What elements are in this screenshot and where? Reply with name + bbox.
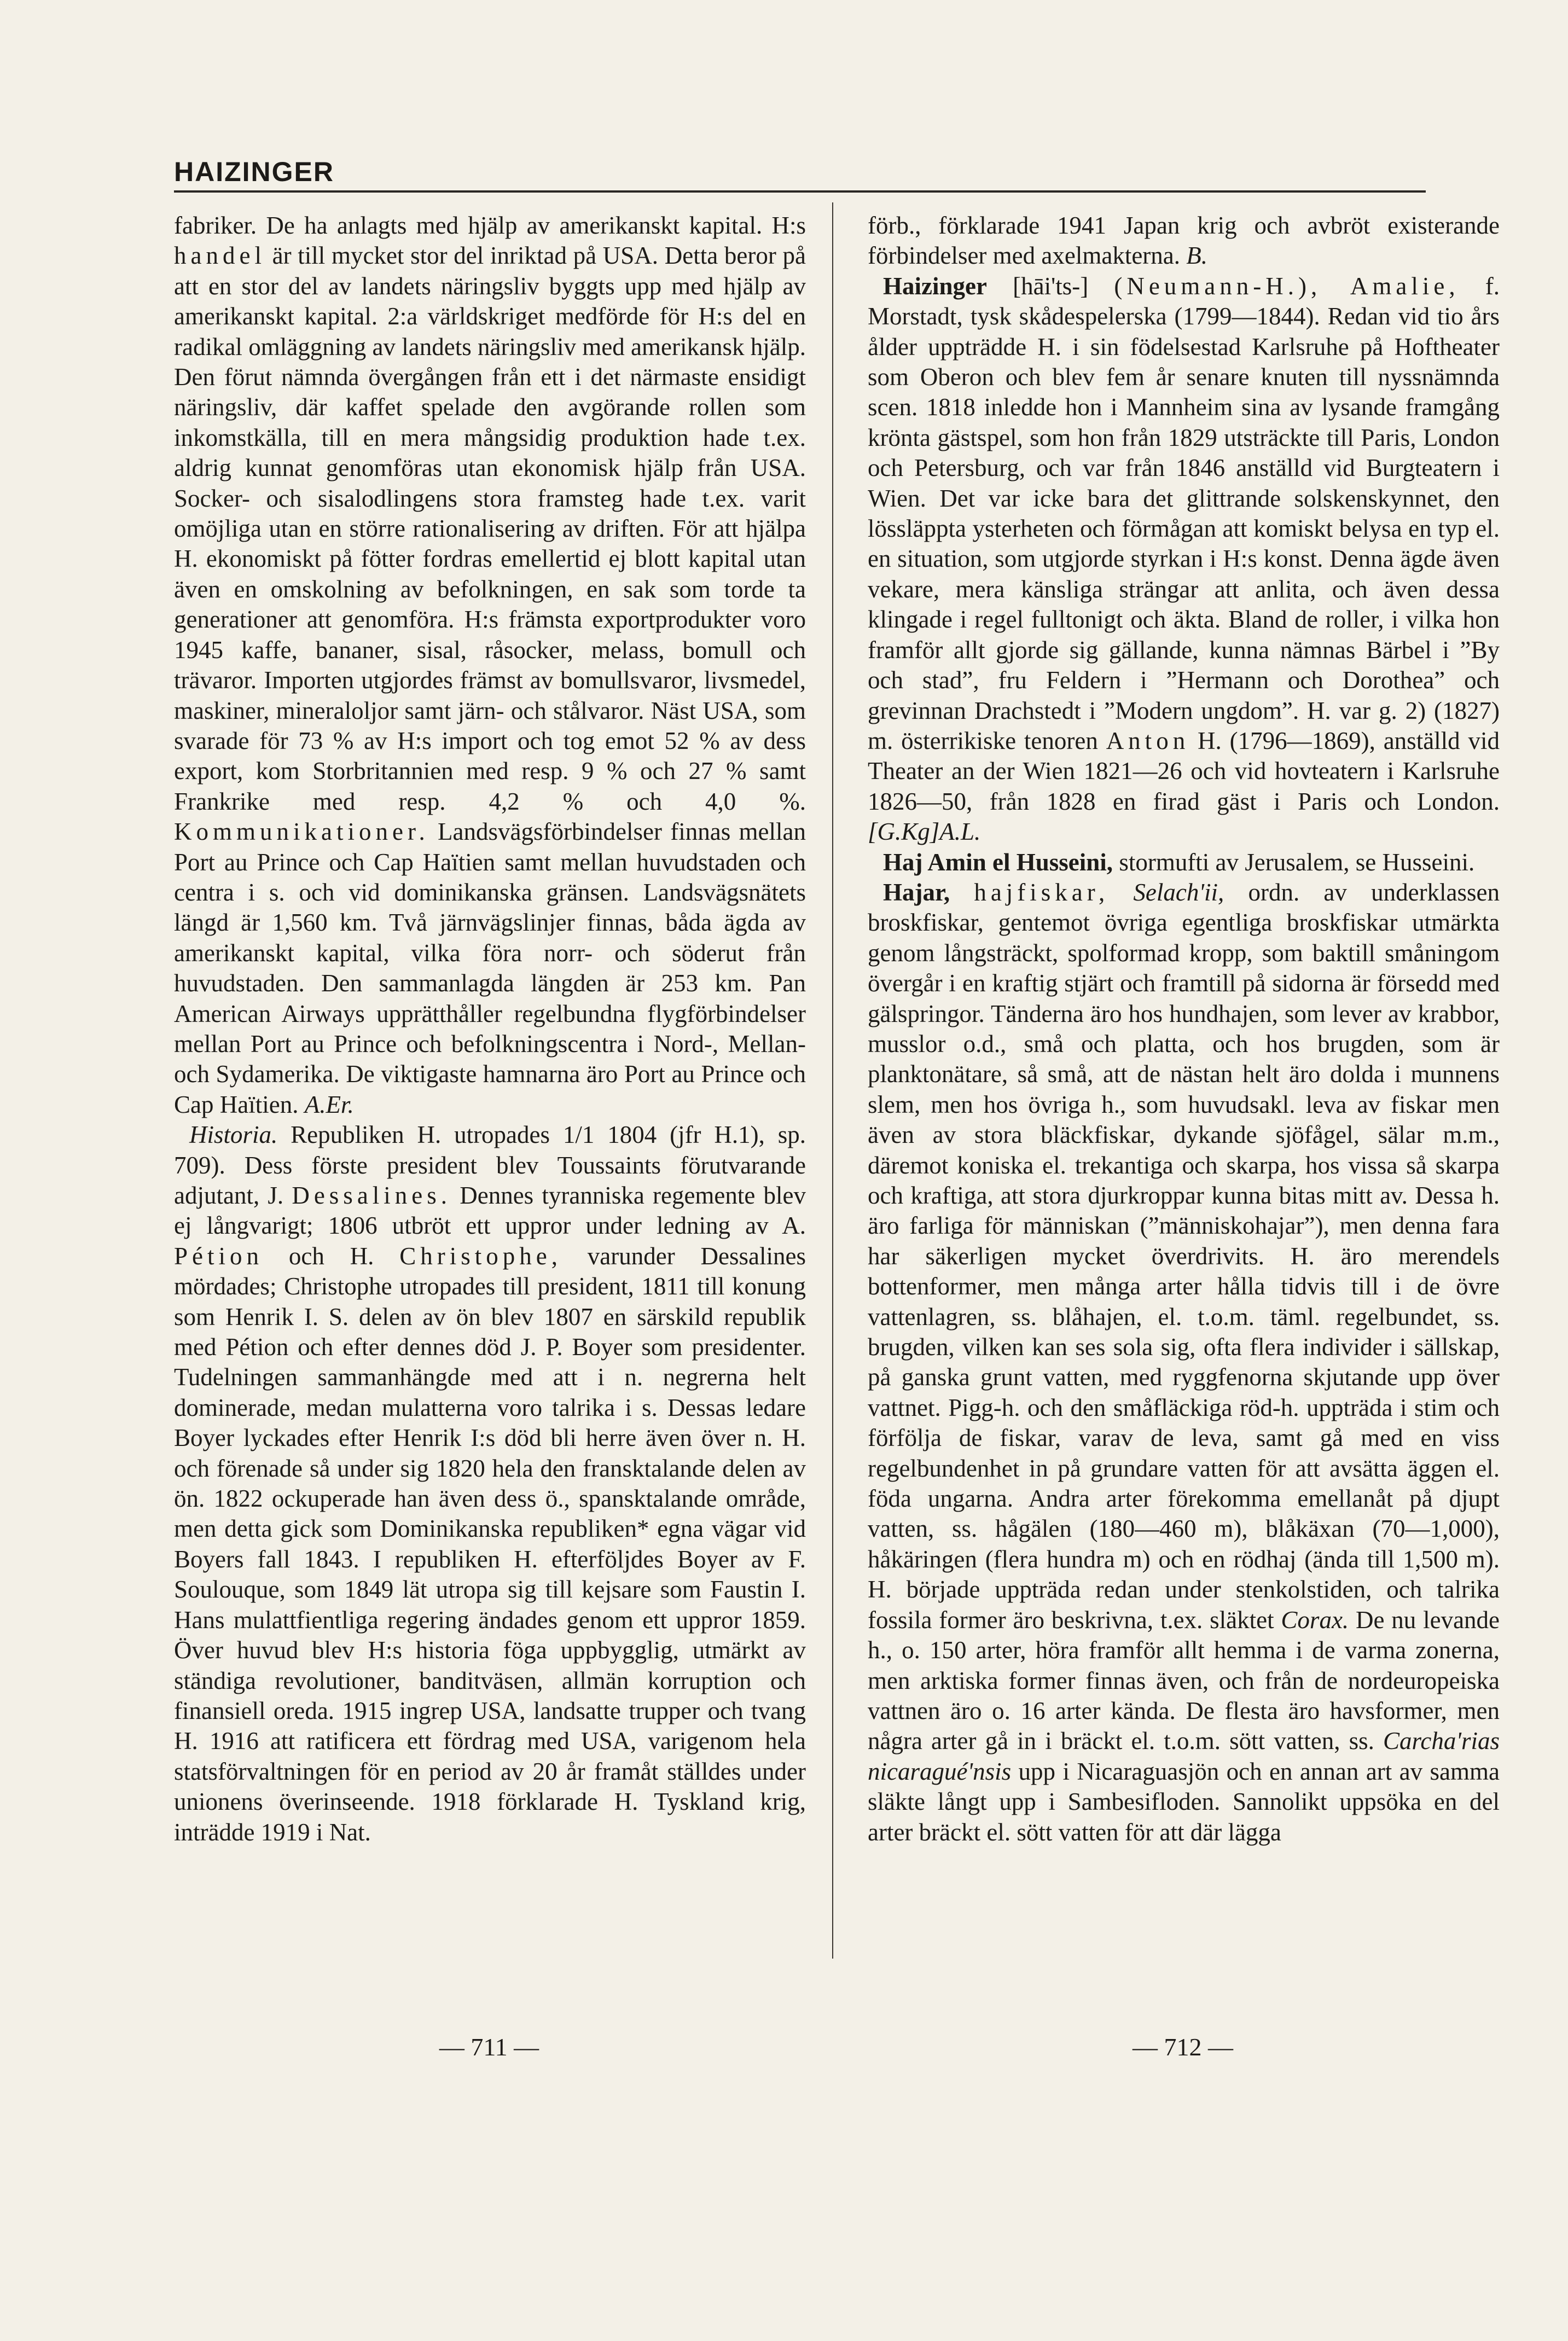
entry-haizinger: Haizinger [hāi'ts-] (Neumann-H.), Amalie, f. Morstadt, tysk skådespelerska (1799—1844). Redan vid tio års ålder uppträdde H. i sin födelsestad Karlsruhe på Hoftheater som Oberon och blev fem år senare knuten till nyssnämnda scen. 1818 inledde hon i Mannheim sina av lysande framgång krönta gästspel, som hon från 1829 utsträckte till Paris, London och Petersburg, och var från 1846 anställd vid Burgteatern i Wien. Det var icke bara det glittrande solskenskynnet, den lössläppta ysterheten och förmågan att komiskt belysa en typ el. en situation, som utgjorde styrkan i H:s konst. Denna ägde även vekare, mera känsliga strängar att anlita, och även dessa klingade i regel fulltonigt och äkta. Bland de roller, i vilka hon framför allt gjorde sig gällande, kunna nämnas Bärbel i ”By och stad”, fru Feldern i ”Hermann och Dorothea” och grevinnan Drachstedt i ”Modern ungdom”. H. var g. 2) (1827) m. österrikiske tenoren Anton H. (1796—1869), anställd vid Theater an der Wien 1821—26 och vid hovteatern i Karlsruhe 1826—50, från 1828 en firad gäst i Paris och London. [G.Kg]A.L. [868, 272, 1500, 846]
author-signature: A.Er. [304, 1090, 354, 1118]
page-number-left: — 711 — [439, 2033, 539, 2061]
entry-hajar: Hajar, hajfiskar, Selach'ii, ordn. av underklassen broskfiskar, gentemot övriga egentliga broskfiskar utmärkta genom långsträckt, spolformad kropp, som baktill småningom övergår i en kraftig stjärt och framtill på sidorna är försedd med gälspringor. Tänderna äro hos hundhajen, som lever av krabbor, musslor o.d., små och platta, och hos brugden, som är planktonätare, så små, att de nästan helt äro dolda i munnens slem, men hos övriga h., som huvudsakl. leva av fiskar men även av stora bläckfiskar, dykande sjöfågel, sälar m.m., däremot koniska el. trekantiga och skarpa, hos vissa så skarpa och kraftiga, att stora djurkroppar kunna bitas mitt av. Dessa h. äro farliga för människan (”människohajar”), men denna fara har säkerligen mycket överdrivits. H. äro merendels bottenformer, men många arter hålla tidvis till i de övre vattenlagren, ss. blåhajen, el. t.o.m. täml. regelbundet, ss. brugden, vilken kan ses sola sig, ofta flera individer i sällskap, på ganska grunt vatten, med ryggfenorna skjutande upp över vattnet. Pigg-h. och den småfläckiga röd-h. uppträda i stim och förfölja de fiskar, varav de leva, samt gå med en viss regelbundenhet in på grundare vatten för att avsätta äggen el. föda ungarna. Andra arter förekomma emellanåt på djupt vatten, ss. hågälen (180—460 m), blåkäxan (70—1,000), håkäringen (flera hundra m) och en rödhaj (ända till 1,500 m). H. började uppträda redan under stenkolstiden, och talrika fossila former äro beskrivna, t.ex. släktet Corax. De nu levande h., o. 150 arter, höra framför allt hemma i de varma zonerna, men arktiska former finnas även, och från de nordeuropeiska vattnen äro o. 16 arter kända. De flesta äro havsformer, men några arter gå in i bräckt el. t.o.m. sött vatten, ss. Carcha'rias nicaragué'nsis upp i Nicaraguasjön och en annan art av samma släkte långt upp i Sambesifloden. Sannolikt uppsöka en del arter bräckt el. sött vatten för att där lägga [868, 878, 1500, 1846]
left-column [174, 211, 806, 1961]
history-paragraph: Historia. Republiken H. utropades 1/1 1804 (jfr H.1), sp. 709). Dess förste president blev Toussaints förutvarande adjutant, J. Dessalines. Dennes tyranniska regemente blev ej långvarigt; 1806 utbröt ett uppror under ledning av A. Pétion och H. Christophe, varunder Dessalines mördades; Christophe utropades till president, 1811 till konung som Henrik I. S. delen av ön blev 1807 en särskild republik med Pétion och efter dennes död J. P. Boyer som presidenter. Tudelningen sammanhängde med att i n. negrerna helt dominerade, medan mulatterna voro talrika i s. Dessas ledare Boyer lyckades efter Henrik I:s död bli herre även över n. H. och förenade så under sig 1820 hela den fransktalande delen av ön. 1822 ockuperade han även dess ö., spansktalande område, men detta gick som Dominikanska republiken* egna vägar vid Boyers fall 1843. I republiken H. efterföljdes Boyer av F. Soulouque, som 1849 lät utropa sig till kejsare som Faustin I. Hans mulattfientliga regering ändades genom ett uppror 1859. Över huvud blev H:s historia föga uppbygglig, utmärkt av ständiga revolutioner, banditväsen, allmän korruption och finansiell oreda. 1915 ingrep USA, landsatte trupper och tvang H. 1916 att ratificera ett fördrag med USA, varigenom hela statsförvaltningen för en period av 20 år framåt ställdes under unionens överinseende. 1918 förklarade H. Tyskland krig, inträdde 1919 i Nat. [174, 1121, 806, 1846]
header-rule [174, 190, 1426, 193]
headword: Haizinger [883, 272, 987, 300]
economy-paragraph: fabriker. De ha anlagts med hjälp av amerikanskt kapital. H:s handel är till mycket stor del inriktad på USA. Detta beror på att en stor del av landets näringsliv byggts upp med hjälp av amerikanskt kapital. 2:a världskriget medförde för H:s del en radikal omläggning av landets näringsliv med amerikansk hjälp. Den förut nämnda övergången från ett i det närmaste ensidigt näringsliv, där kaffet spelade den avgörande rollen som inkomstkälla, till en mera mångsidig produktion hade t.ex. aldrig kunnat genomföras utan ekonomisk hjälp från USA. Socker- och sisalodlingens stora framsteg hade t.ex. varit omöjliga utan en större rationalisering av driften. För att hjälpa H. ekonomiskt på fötter fordras emellertid ej blott kapital utan även en omskolning av befolkningen, en sak som torde ta generationer att genomföra. H:s främsta exportprodukter voro 1945 kaffe, bananer, sisal, råsocker, melass, bomull och trävaror. Importen utgjordes främst av bomullsvaror, livsmedel, maskiner, mineraloljor samt järn- och stålvaror. Näst USA, som svarade för 73 % av H:s import och tog emot 52 % av dess export, kom Storbritannien med resp. 9 % och 27 % samt Frankrike med resp. 4,2 % och 4,0 %. Kommunikationer. Landsvägsförbindelser finnas mellan Port au Prince och Cap Haïtien samt mellan huvudstaden och centra i s. och vid dominikanska gränsen. Landsvägsnätets längd är 1,560 km. Två järnvägslinjer finnas, båda ägda av amerikanskt kapital, vilka föra norr- och söderut från huvudstaden. Den sammanlagda längden är 253 km. Pan American Airways upprätthåller regelbundna flygförbindelser mellan Port au Prince och befolkningscentra i Nord-, Mellan- och Sydamerika. De viktigaste hamnarna äro Port au Prince och Cap Haïtien. A.Er. [174, 212, 806, 1118]
headword: Hajar, [883, 878, 950, 906]
entry-haj-amin: Haj Amin el Husseini, stormufti av Jerusalem, se Husseini. [883, 848, 1475, 876]
continued-paragraph: förb., förklarade 1941 Japan krig och avbröt existerande förbindelser med axelmakterna. B. [868, 212, 1500, 270]
author-signature: B. [1186, 242, 1208, 270]
page-number-right: — 712 — [1133, 2033, 1233, 2061]
right-column [868, 211, 1500, 1961]
headword: Haj Amin el Husseini, [883, 848, 1113, 876]
column-divider [832, 202, 833, 1959]
author-signature: [G.Kg]A.L. [868, 818, 981, 846]
running-title: HAIZINGER [174, 156, 334, 187]
